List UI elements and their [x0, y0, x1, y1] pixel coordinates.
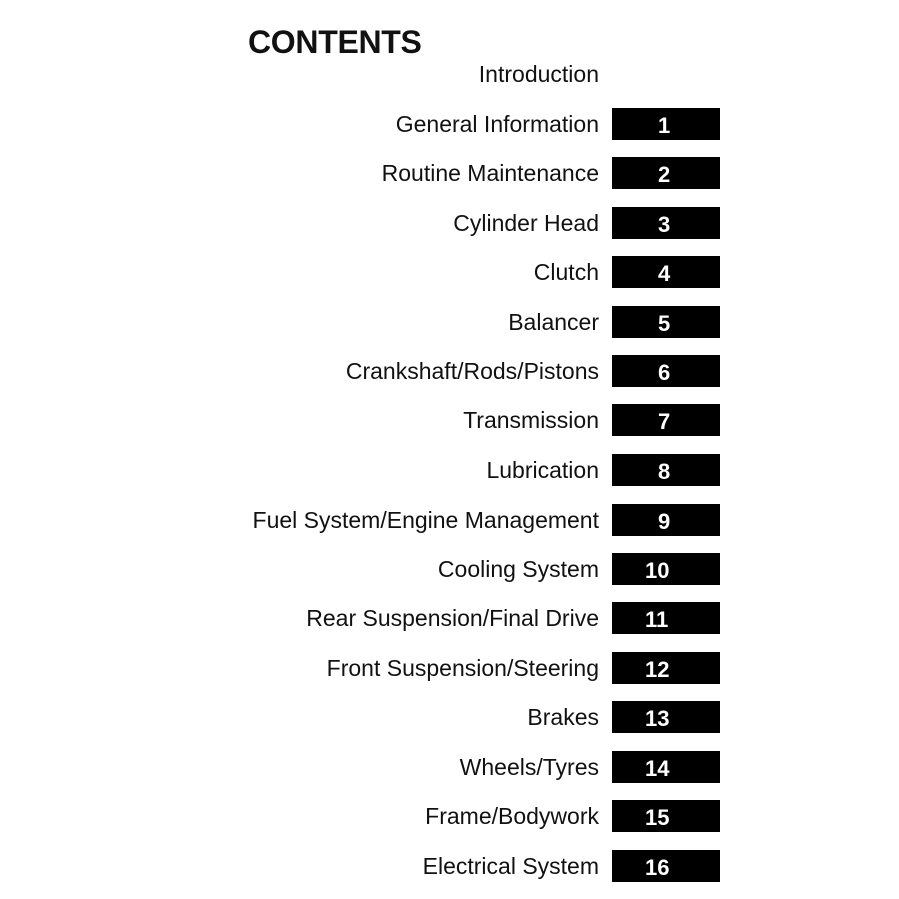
toc-item-balancer[interactable]	[0, 306, 899, 338]
toc-item-label: Crankshaft/Rods/Pistons	[345, 358, 599, 384]
toc-item-label: Rear Suspension/Final Drive	[306, 605, 599, 631]
section-tab-3[interactable]: 3	[612, 207, 720, 239]
toc-item-label: Balancer	[508, 309, 599, 335]
section-tab-8[interactable]: 8	[612, 454, 720, 486]
section-tab-10[interactable]: 10	[612, 553, 720, 585]
toc-item-brakes[interactable]	[0, 701, 899, 733]
toc-item-label: Fuel System/Engine Management	[252, 507, 599, 533]
toc-item-crankshaft-rods-pistons[interactable]	[0, 355, 899, 387]
toc-item-transmission[interactable]	[0, 404, 899, 436]
toc-item-label: Wheels/Tyres	[459, 754, 599, 780]
section-tab-16[interactable]: 16	[612, 850, 720, 882]
toc-item-label: Clutch	[533, 259, 599, 285]
section-tab-11[interactable]: 11	[612, 602, 720, 634]
page-title: CONTENTS	[248, 24, 422, 60]
toc-item-cooling-system[interactable]	[0, 553, 899, 585]
toc-item-label: Electrical System	[422, 853, 599, 879]
toc-item-label: Transmission	[463, 407, 599, 433]
section-tab-15[interactable]: 15	[612, 800, 720, 832]
toc-item-fuel-system-engine-management[interactable]	[0, 504, 899, 536]
section-tab-1[interactable]: 1	[612, 108, 720, 140]
toc-introduction[interactable]: Introduction	[478, 61, 599, 87]
toc-item-label: Frame/Bodywork	[425, 803, 599, 829]
toc-item-wheels-tyres[interactable]	[0, 751, 899, 783]
toc-item-electrical-system[interactable]	[0, 850, 899, 882]
section-tab-13[interactable]: 13	[612, 701, 720, 733]
section-tab-5[interactable]: 5	[612, 306, 720, 338]
toc-item-label: Lubrication	[486, 457, 599, 483]
section-tab-9[interactable]: 9	[612, 504, 720, 536]
section-tab-14[interactable]: 14	[612, 751, 720, 783]
toc-item-label: Front Suspension/Steering	[326, 655, 599, 681]
toc-item-label: Cooling System	[437, 556, 599, 582]
toc-item-lubrication[interactable]	[0, 454, 899, 486]
section-tab-4[interactable]: 4	[612, 256, 720, 288]
toc-item-routine-maintenance[interactable]	[0, 157, 899, 189]
toc-item-cylinder-head[interactable]	[0, 207, 899, 239]
toc-item-clutch[interactable]	[0, 256, 899, 288]
toc-item-label: Cylinder Head	[453, 210, 599, 236]
toc-item-label: General Information	[395, 111, 599, 137]
toc-item-frame-bodywork[interactable]	[0, 800, 899, 832]
toc-item-label: Brakes	[527, 704, 599, 730]
toc-item-label: Routine Maintenance	[381, 160, 599, 186]
section-tab-7[interactable]: 7	[612, 404, 720, 436]
section-tab-12[interactable]: 12	[612, 652, 720, 684]
section-tab-2[interactable]: 2	[612, 157, 720, 189]
section-tab-6[interactable]: 6	[612, 355, 720, 387]
toc-item-rear-suspension-final-drive[interactable]	[0, 602, 899, 634]
toc-item-general-information[interactable]	[0, 108, 899, 140]
toc-item-front-suspension-steering[interactable]	[0, 652, 899, 684]
